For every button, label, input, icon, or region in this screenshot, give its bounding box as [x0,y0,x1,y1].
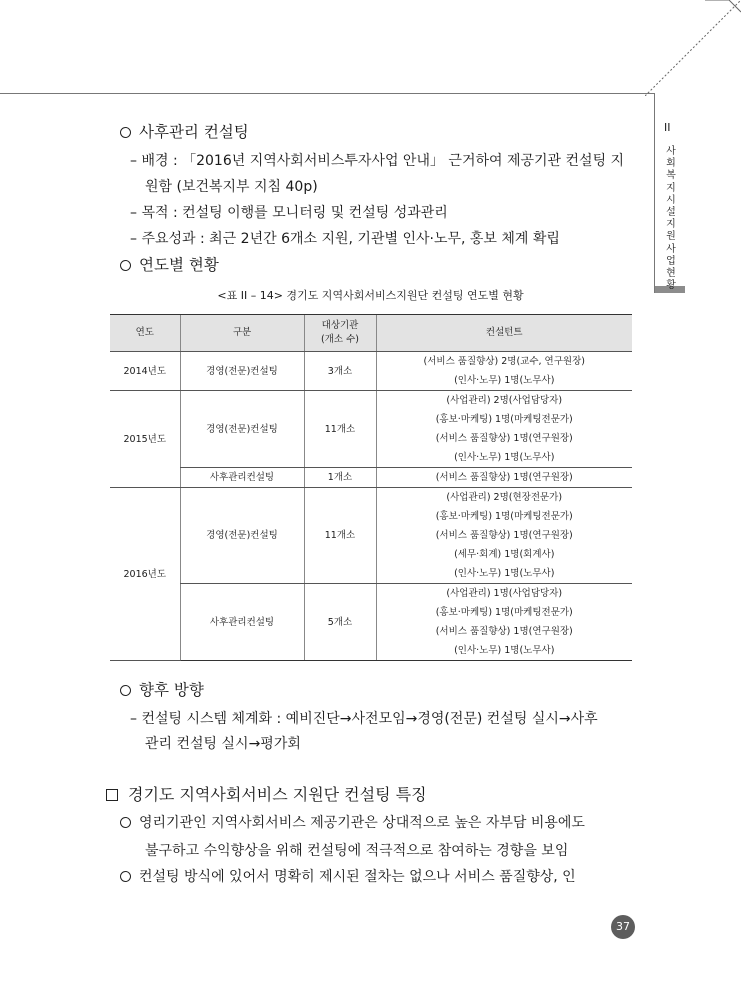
count-cell: 1개소 [304,468,376,488]
year-cell: 2015년도 [110,391,180,488]
count-cell: 3개소 [304,352,376,391]
purpose-line: – 목적 : 컨설팅 이행를 모니터링 및 컨설팅 성과관리 [130,205,448,221]
header-count: 대상기관 (개소 수) [304,315,376,352]
section-future-title: 향후 방향 [139,681,204,699]
consulting-table [110,314,632,661]
table-row [110,488,632,584]
header-year: 연도 [110,315,180,352]
count-cell: 11개소 [304,391,376,468]
background-line-2: 원함 (보건복지부 지침 40p) [145,179,318,195]
features-bullet-1-cont: 불구하고 수익향상을 위해 컨설팅에 적극적으로 참여하는 경향을 보임 [145,843,569,859]
consultant-cell: (사업관리) 2명(사업담당자) (홍보·마케팅) 1명(마케팅전문가) (서비스 품질향상) 1명(연구원장) (인사·노무) 1명(노무사) [376,391,632,468]
type-cell: 경영(전문)컨설팅 [180,352,304,391]
features-bullet-1: 영리기관인 지역사회서비스 제공기관은 상대적으로 높은 자부담 비용에도 [120,814,585,832]
page-number: 37 [611,915,635,939]
table-caption: <표 II – 14> 경기도 지역사회서비스지원단 컨설팅 연도별 현황 [217,289,524,302]
table-header-row [110,315,632,352]
table-row [110,468,632,488]
type-cell: 사후관리컨설팅 [180,584,304,661]
table-row [110,352,632,391]
section-features-title: 경기도 지역사회서비스 지원단 컨설팅 특징 [128,785,427,804]
future-line-2: 관리 컨설팅 실시→평가회 [145,736,301,752]
year-cell: 2016년도 [110,488,180,661]
section-future [120,681,204,699]
circle-bullet-icon [120,817,131,828]
consultant-cell: (사업관리) 2명(현장전문가) (홍보·마케팅) 1명(마케팅전문가) (서비스 품질향상) 1명(연구원장) (세무·회계) 1명(회계사) (인사·노무) 1명(노무사) [376,488,632,584]
section-yearly [120,256,219,274]
type-cell: 경영(전문)컨설팅 [180,488,304,584]
count-cell: 11개소 [304,488,376,584]
side-tab-divider [654,93,655,293]
consultant-cell: (사업관리) 1명(사업담당자) (홍보·마케팅) 1명(마케팅전문가) (서비스 품질향상) 1명(연구원장) (인사·노무) 1명(노무사) [376,584,632,661]
result-line: – 주요성과 : 최근 2년간 6개소 지원, 기관별 인사·노무, 홍보 체계 확립 [130,231,560,247]
circle-bullet-icon [120,871,131,882]
background-line-1: – 배경 : 「2016년 지역사회서비스투자사업 안내」 근거하여 제공기관 컨설팅 지 [130,153,625,169]
square-bullet-icon [106,789,118,801]
section-aftercare [120,123,249,141]
page-corner-fold [645,0,741,96]
type-cell: 사후관리컨설팅 [180,468,304,488]
circle-bullet-icon [120,260,131,271]
header-type: 구분 [180,315,304,352]
count-cell: 5개소 [304,584,376,661]
table-row [110,391,632,468]
header-rule [0,93,655,94]
circle-bullet-icon [120,685,131,696]
consultant-cell: (서비스 품질향상) 2명(교수, 연구원장) (인사·노무) 1명(노무사) [376,352,632,391]
section-aftercare-title: 사후관리 컨설팅 [139,123,249,141]
section-yearly-title: 연도별 현황 [139,256,219,274]
section-features [106,786,427,804]
features-bullet-2: 컨설팅 방식에 있어서 명확히 제시된 절차는 없으나 서비스 품질향상, 인 [120,868,576,886]
header-consultant: 컨설턴트 [376,315,632,352]
circle-bullet-icon [120,127,131,138]
year-cell: 2014년도 [110,352,180,391]
table-row [110,584,632,661]
consultant-cell: (서비스 품질향상) 1명(연구원장) [376,468,632,488]
side-tab-title: 사회복지시설 지원사업 현황 [666,146,676,292]
future-line-1: – 컨설팅 시스템 체계화 : 예비진단→사전모임→경영(전문) 컨설팅 실시→사후 [130,711,598,727]
type-cell: 경영(전문)컨설팅 [180,391,304,468]
side-tab-chapter: II [664,121,671,134]
